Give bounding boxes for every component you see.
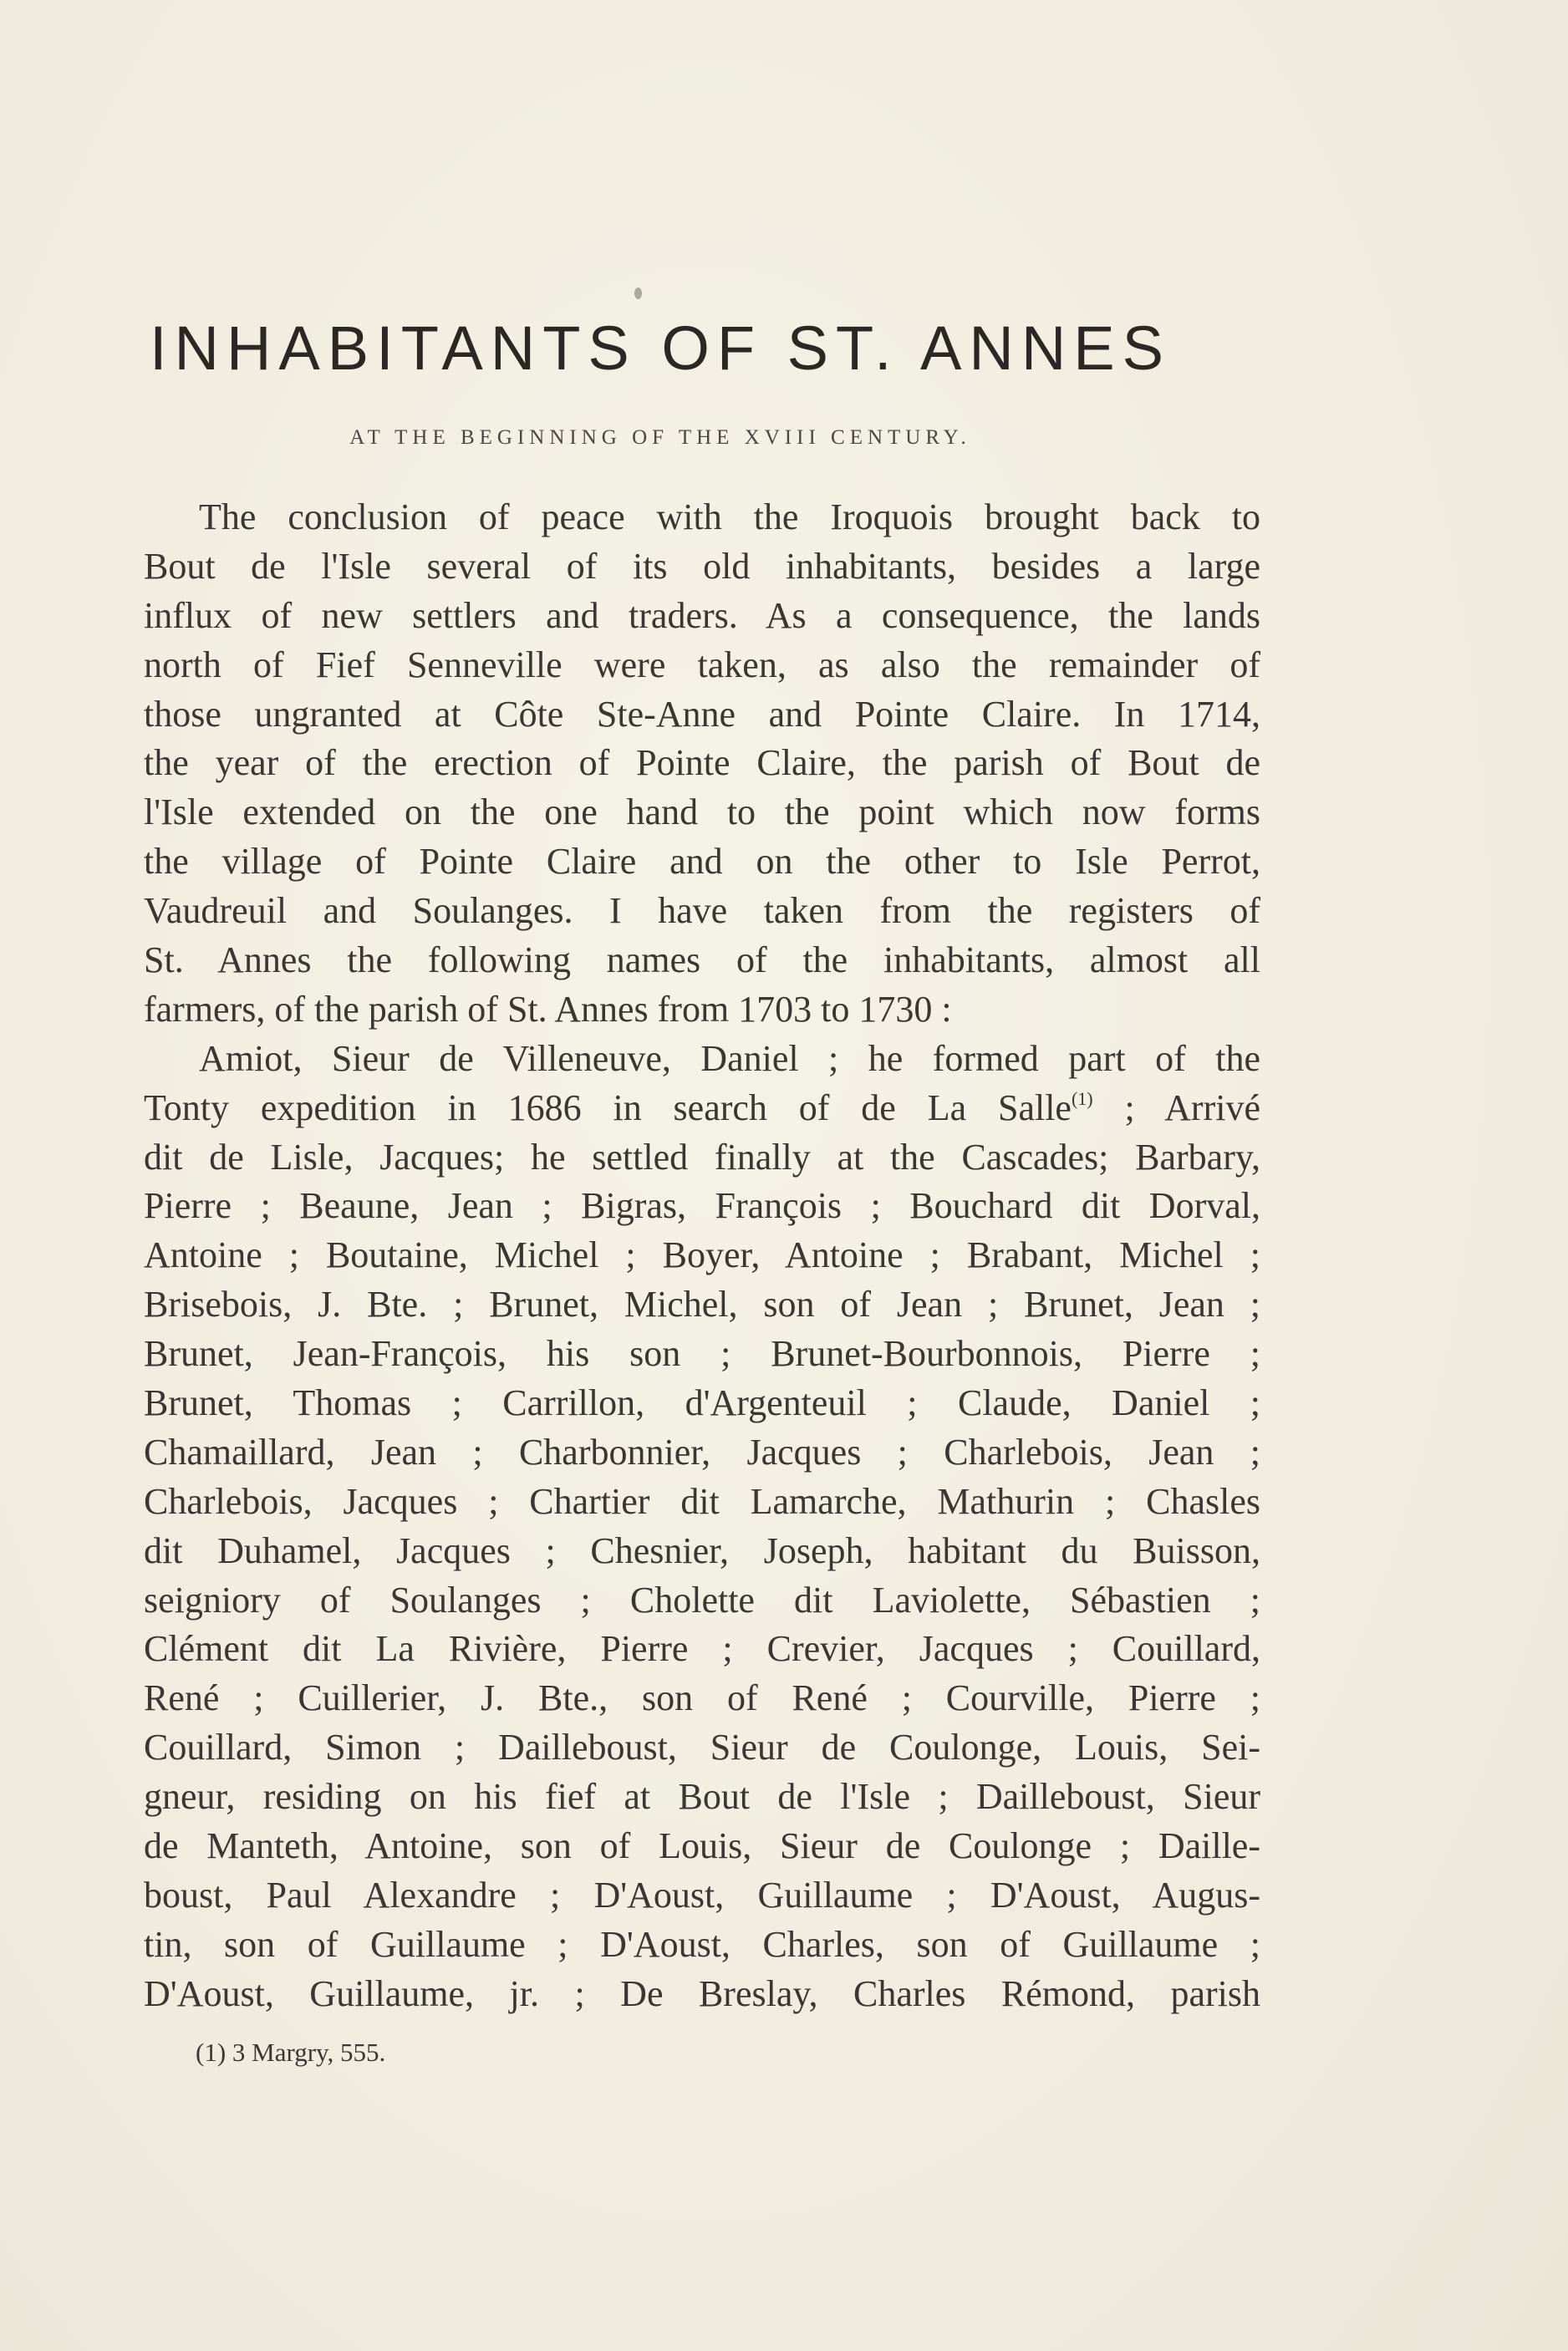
text-line: Pierre ; Beaune, Jean ; Bigras, François ; Bouchard dit Dorval,: [144, 1185, 1260, 1227]
text-line: tin, son of Guillaume ; D'Aoust, Charles, son of Guillaume ;: [144, 1923, 1260, 1965]
body-text: [144, 493, 1260, 2019]
footnote: (1) 3 Margry, 555.: [196, 2038, 386, 2067]
text-line: de Manteth, Antoine, son of Louis, Sieur de Coulonge ; Daille-: [144, 1825, 1260, 1867]
page-subtitle: AT THE BEGINNING OF THE XVIII CENTURY.: [349, 426, 971, 449]
text-line: the village of Pointe Claire and on the other to Isle Perrot,: [144, 841, 1260, 883]
text-line: the year of the erection of Pointe Claire, the parish of Bout de: [144, 742, 1260, 784]
text-segment: Tonty expedition in 1686 in search of de La Salle: [144, 1086, 1072, 1128]
text-line: Brunet, Thomas ; Carrillon, d'Argenteuil ; Claude, Daniel ;: [144, 1382, 1260, 1424]
page-title: INHABITANTS OF ST. ANNES: [149, 313, 1171, 383]
text-line: influx of new settlers and traders. As a consequence, the lands: [144, 594, 1260, 636]
text-line: Vaudreuil and Soulanges. I have taken from the registers of: [144, 890, 1260, 932]
text-line: Brunet, Jean-François, his son ; Brunet-Bourbonnois, Pierre ;: [144, 1333, 1260, 1375]
text-line: Antoine ; Boutaine, Michel ; Boyer, Antoine ; Brabant, Michel ;: [144, 1234, 1260, 1276]
text-line: Chamaillard, Jean ; Charbonnier, Jacques ; Charlebois, Jean ;: [144, 1431, 1260, 1473]
text-line: farmers, of the parish of St. Annes from 1703 to 1730 :: [144, 988, 952, 1030]
text-line: seigniory of Soulanges ; Cholette dit Laviolette, Sébastien ;: [144, 1579, 1260, 1621]
text-line: those ungranted at Côte Ste-Anne and Pointe Claire. In 1714,: [144, 693, 1260, 735]
text-segment: ; Arrivé: [1092, 1086, 1260, 1128]
text-line: Clément dit La Rivière, Pierre ; Crevier, Jacques ; Couillard,: [144, 1628, 1260, 1670]
text-line: St. Annes the following names of the inhabitants, almost all: [144, 939, 1260, 981]
text-line: René ; Cuillerier, J. Bte., son of René ; Courville, Pierre ;: [144, 1677, 1260, 1719]
text-line: Brisebois, J. Bte. ; Brunet, Michel, son of Jean ; Brunet, Jean ;: [144, 1284, 1260, 1326]
text-line-with-footnote: [144, 1084, 1260, 1133]
text-line: Amiot, Sieur de Villeneuve, Daniel ; he formed part of the: [199, 1037, 1260, 1079]
text-line: Charlebois, Jacques ; Chartier dit Lamarche, Mathurin ; Chasles: [144, 1480, 1260, 1522]
ink-speck: [634, 288, 642, 299]
text-line: D'Aoust, Guillaume, jr. ; De Breslay, Charles Rémond, parish: [144, 1972, 1260, 2014]
text-line: Bout de l'Isle several of its old inhabitants, besides a large: [144, 545, 1260, 587]
text-line: The conclusion of peace with the Iroquois brought back to: [199, 496, 1260, 537]
footnote-reference: (1): [1071, 1087, 1093, 1109]
text-line: Couillard, Simon ; Dailleboust, Sieur de Coulonge, Louis, Sei-: [144, 1727, 1260, 1768]
text-line: gneur, residing on his fief at Bout de l'Isle ; Dailleboust, Sieur: [144, 1776, 1260, 1818]
text-line: dit Duhamel, Jacques ; Chesnier, Joseph, habitant du Buisson,: [144, 1529, 1260, 1571]
text-line: dit de Lisle, Jacques; he settled finally at the Cascades; Barbary,: [144, 1136, 1260, 1178]
text-line: north of Fief Senneville were taken, as also the remainder of: [144, 644, 1260, 685]
text-line: boust, Paul Alexandre ; D'Aoust, Guillaume ; D'Aoust, Augus-: [144, 1874, 1260, 1916]
text-line: l'Isle extended on the one hand to the point which now forms: [144, 791, 1260, 833]
